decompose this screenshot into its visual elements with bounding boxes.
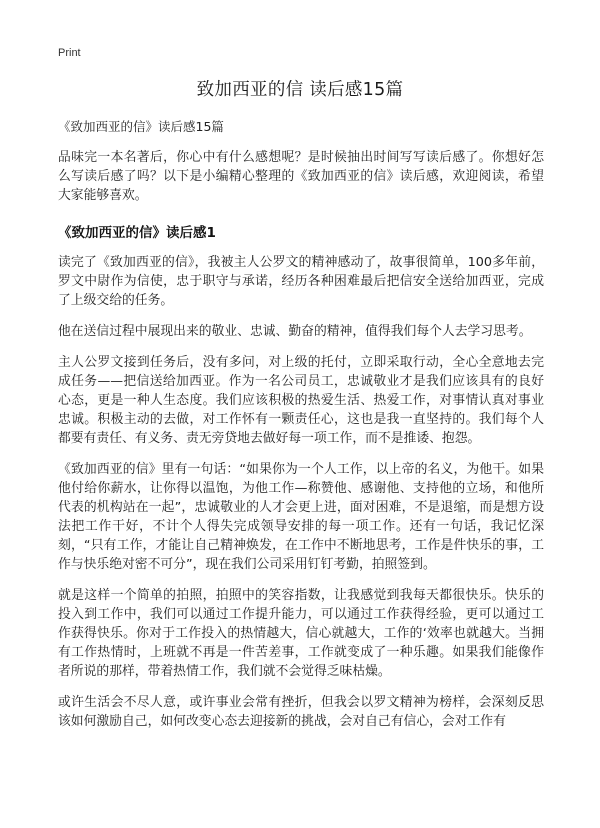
body-paragraph: 就是这样一个简单的拍照，拍照中的笑容指数，让我感觉到我每天都很快乐。快乐的投入到工作中，我们可以通过工作提升能力，可以通过工作获得经验，更可以通过工作获得快乐。你对于工作投入的热情越大，信心就越大，工作的‘效率也就越大。当拥有工作热情时，上班就不再是一件苦差事，工作就变成了一种乐趣。如果我们能像作者所说的那样，带着热情工作，我们就不会觉得乏味枯燥。 <box>58 588 544 679</box>
section-heading: 《致加西亚的信》读后感1 <box>58 225 216 241</box>
article-body <box>58 148 544 743</box>
page-subtitle: 《致加西亚的信》读后感15篇 <box>58 119 224 134</box>
body-paragraph: 读完了《致加西亚的信》，我被主人公罗文的精神感动了，故事很简单，100多年前，罗文中尉作为信使，忠于职守与承诺，经历各种困难最后把信安全送给加西亚，完成了上级交给的任务。 <box>58 255 544 308</box>
intro-paragraph: 品味完一本名著后，你心中有什么感想呢？是时候抽出时间写写读后感了。你想好怎么写读后感了吗？以下是小编精心整理的《致加西亚的信》读后感，欢迎阅读，希望大家能够喜欢。 <box>58 150 544 203</box>
body-paragraph: 或许生活会不尽人意，或许事业会常有挫折，但我会以罗文精神为榜样，会深刻反思该如何激励自己，如何改变心态去迎接新的挑战，会对自己有信心，会对工作有 <box>58 695 544 729</box>
body-paragraph: 《致加西亚的信》里有一句话：“如果你为一个人工作，以上帝的名义，为他干。如果他付给你薪水，让你得以温饱，为他工作—称赞他、感谢他、支持他的立场，和他所代表的机构站在一起”，忠诚敬业的人才会更上进，面对困难，不是退缩，而是想方设法把工作干好，不计个人得失完成领导安排的每一项工作。还有一句话，我记忆深刻，“只有工作，才能让自己精神焕发，在工作中不断地思考，工作是件快乐的事，工作与快乐绝对密不可分”，现在我们公司采用钉钉考勤，拍照签到。 <box>58 462 544 572</box>
body-paragraph: 他在送信过程中展现出来的敬业、忠诚、勤奋的精神，值得我们每个人去学习思考。 <box>58 324 532 339</box>
page-title: 致加西亚的信 读后感15篇 <box>196 80 404 100</box>
print-link[interactable]: Print <box>58 47 81 59</box>
body-paragraph: 主人公罗文接到任务后，没有多问，对上级的托付，立即采取行动，全心全意地去完成任务——把信送给加西亚。作为一名公司员工，忠诚敬业才是我们应该具有的良好心态，更是一种人生态度。我们应该积极的热爱生活、热爱工作，对事情认真对事业忠诚。积极主动的去做，对工作怀有一颗责任心，这也是我一直坚持的。我们每个人都要有责任、有义务、责无旁贷地去做好每一项工作，而不是推诿、抱怨。 <box>58 355 544 446</box>
